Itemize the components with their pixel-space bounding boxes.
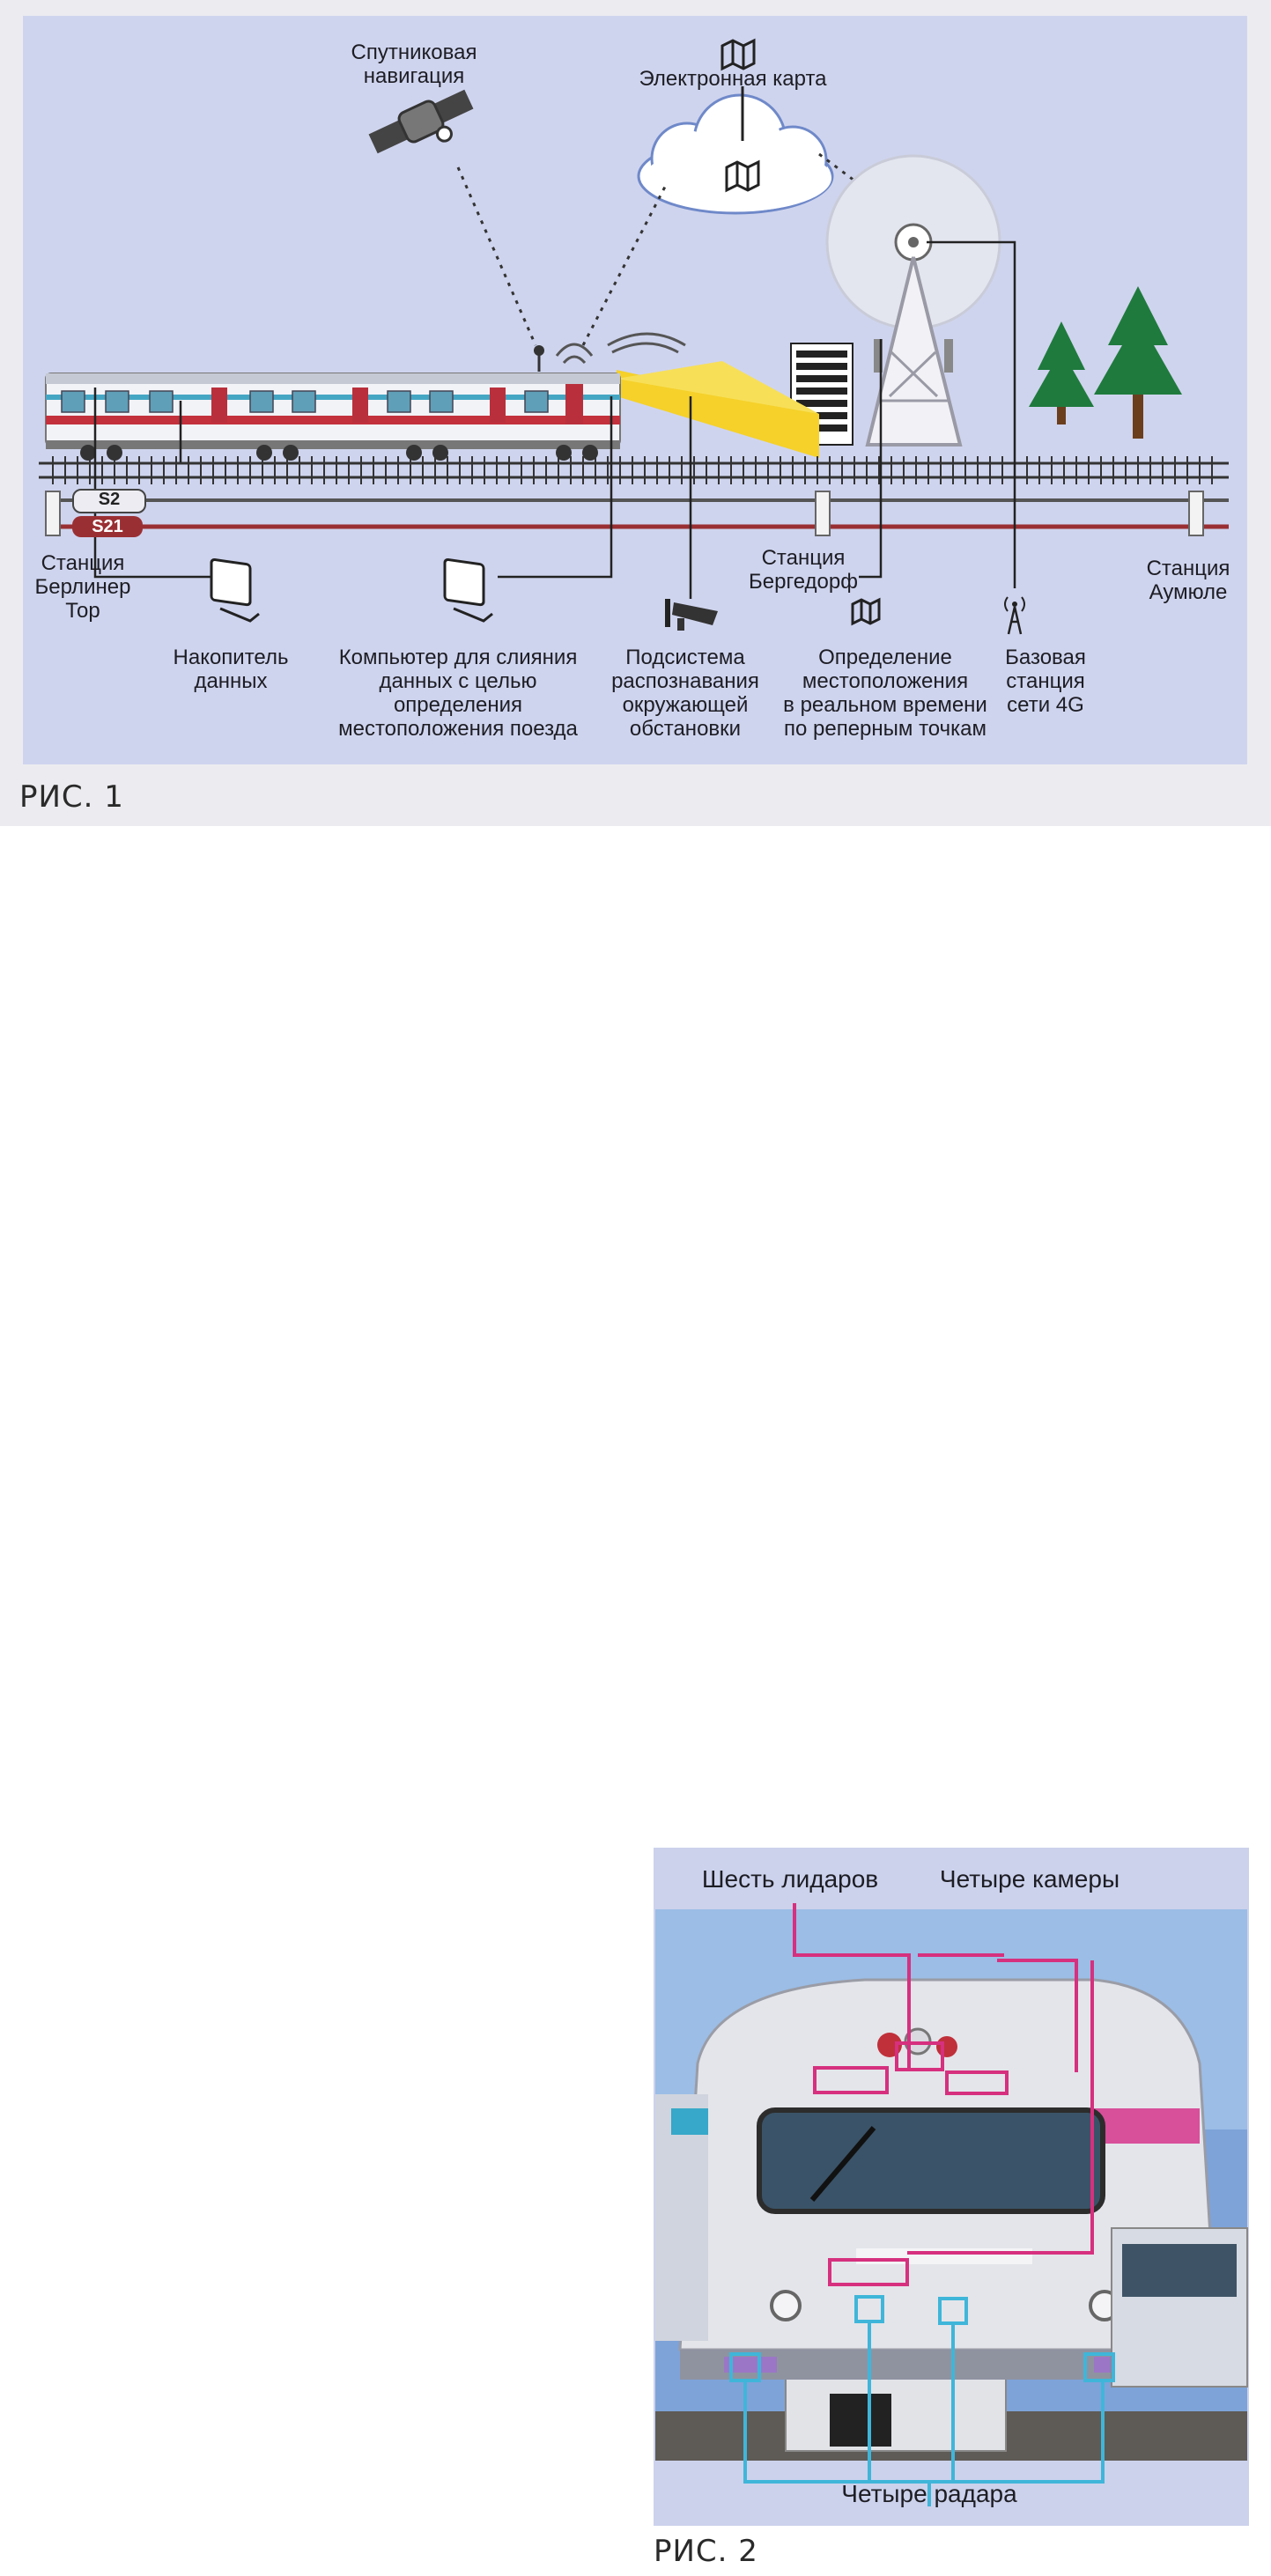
- computer-label: Компьютер для слияния данных с целью определения местоположения поезда: [338, 646, 578, 741]
- train-icon: [46, 373, 620, 461]
- monitor-icon-storage: [211, 559, 259, 621]
- satellite-label: Спутниковая навигация: [351, 41, 477, 88]
- station-label-berliner-tor: Станция Берлинер Тор: [34, 551, 131, 623]
- monitor-icon-computer: [445, 559, 492, 621]
- station-marker-bergedorf: [816, 491, 830, 535]
- cloud-icon: [639, 95, 832, 213]
- recognition-label: Подсистема распознавания окружающей обстановки: [611, 646, 759, 741]
- figure-1-caption: РИС. 1: [19, 779, 124, 815]
- route-tag-s21: S21: [72, 516, 143, 537]
- route-tag-s2: S2: [72, 489, 146, 513]
- storage-label: Накопитель данных: [173, 646, 289, 693]
- map-label: Электронная карта: [639, 67, 827, 91]
- signal-icon: [557, 334, 685, 363]
- satellite-icon: [366, 85, 481, 169]
- figure-2-drawing: [654, 1848, 1249, 2526]
- positioning-label: Определение местоположения в реальном времени по реперным точкам: [783, 646, 987, 741]
- lidars-label: Шесть лидаров: [701, 1865, 879, 1893]
- radars-label: Четыре радара: [841, 2480, 1017, 2507]
- base-station-label: Базовая станция сети 4G: [1005, 646, 1086, 717]
- antenna-icon: [1005, 597, 1024, 634]
- figure-1: [0, 0, 1271, 826]
- railway-track: [39, 456, 1229, 484]
- figure-2-caption: РИС. 2: [654, 2534, 758, 2569]
- station-label-bergedorf: Станция Бергедорф: [749, 546, 858, 594]
- station-label-aumuhle: Станция Аумюле: [1146, 557, 1230, 604]
- camera-icon: [665, 599, 718, 631]
- figure-2: [654, 1848, 1249, 2526]
- map-icon-positioning: [853, 600, 879, 624]
- map-icon: [722, 41, 754, 69]
- cameras-label: Четыре камеры: [939, 1865, 1120, 1893]
- station-marker-berliner-tor: [46, 491, 60, 535]
- station-marker-aumuhle: [1189, 491, 1203, 535]
- tree-icon: [1029, 286, 1182, 439]
